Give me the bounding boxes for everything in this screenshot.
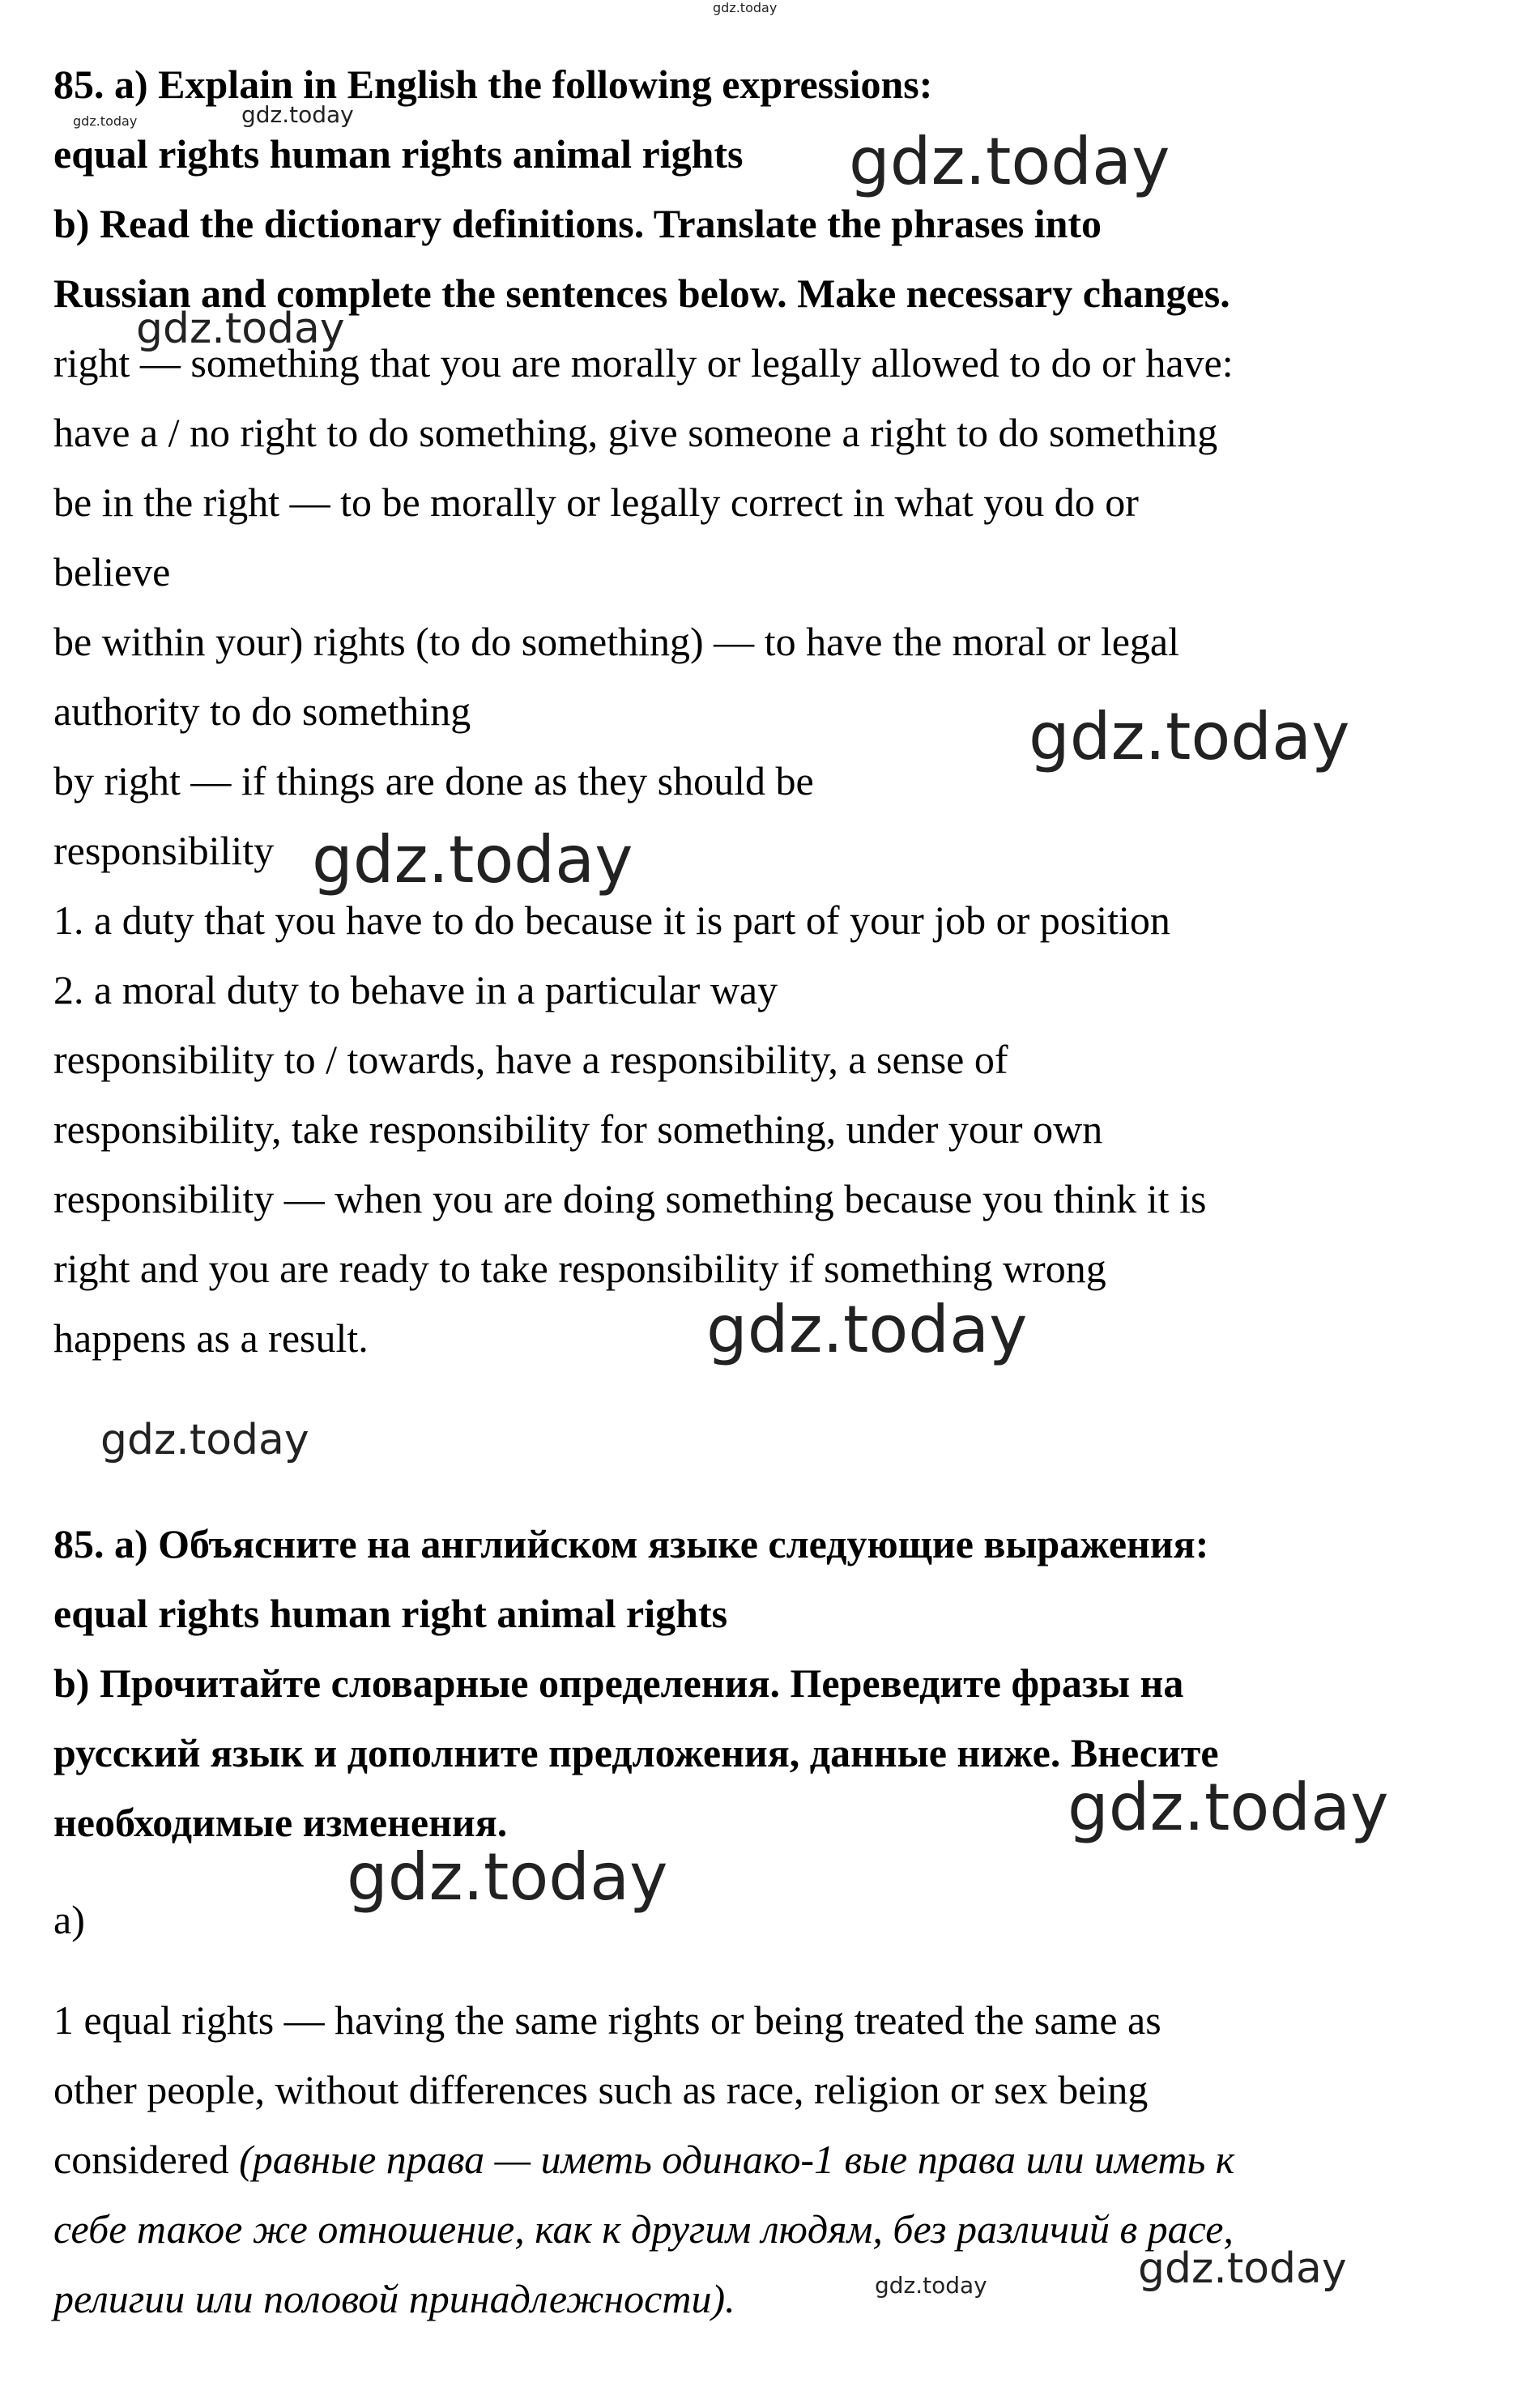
watermark-small-2: gdz.today <box>241 101 354 128</box>
answer-line: other people, without differences such as race, religion or sex being <box>53 2067 1149 2112</box>
watermark-mid-3: gdz.today <box>1138 2244 1347 2293</box>
definition-line: responsibility — when you are doing something because you think it is <box>53 1176 1207 1221</box>
translation-text: (равные права — иметь одинако-1 вые права или иметь к <box>239 2137 1235 2182</box>
watermark-top: gdz.today <box>713 0 778 15</box>
watermark-small-3: gdz.today <box>875 2272 987 2299</box>
watermark-small-1: gdz.today <box>73 113 138 129</box>
answer-label: a) <box>53 1897 85 1942</box>
russian-heading-b-line: русский язык и дополните предложения, данные ниже. Внесите <box>53 1730 1219 1775</box>
watermark-big-4: gdz.today <box>706 1292 1028 1367</box>
definition-line: happens as a result. <box>53 1315 369 1361</box>
watermark-big-6: gdz.today <box>347 1839 668 1915</box>
english-expressions: equal rights human rights animal rights <box>53 131 744 177</box>
answer-text-plain: considered <box>53 2137 240 2182</box>
watermark-mid-1: gdz.today <box>136 305 345 353</box>
definition-line: have a / no right to do something, give someone a right to do something <box>53 410 1218 455</box>
definition-line: authority to do something <box>53 688 471 734</box>
definition-line: right and you are ready to take responsibility if something wrong <box>53 1246 1106 1291</box>
english-heading-b-line-2: Russian and complete the sentences below. Make necessary changes. <box>53 271 1230 316</box>
definition-line: be within your) rights (to do something) — to have the moral or legal <box>53 619 1179 664</box>
answer-line-mixed <box>53 2135 1234 2184</box>
russian-heading-b-line: b) Прочитайте словарные определения. Переведите фразы на <box>53 1660 1184 1706</box>
russian-expressions: equal rights human right animal rights <box>53 1591 728 1636</box>
definition-line: by right — if things are done as they should be <box>53 758 814 803</box>
watermark-big-1: gdz.today <box>849 124 1170 199</box>
definition-line: be in the right — to be morally or legally correct in what you do or <box>53 479 1139 525</box>
definition-line: believe <box>53 549 171 595</box>
translation-line: религии или половой принадлежности). <box>53 2276 735 2321</box>
definition-line: 2. a moral duty to behave in a particular way <box>53 967 778 1012</box>
watermark-big-5: gdz.today <box>1068 1770 1389 1845</box>
russian-heading-a: 85. a) Объясните на английском языке следующие выражения: <box>53 1521 1209 1566</box>
definition-line: right — something that you are morally or legally allowed to do or have: <box>53 340 1234 386</box>
english-heading-b-line-1: b) Read the dictionary definitions. Translate the phrases into <box>53 201 1102 246</box>
watermark-mid-2: gdz.today <box>100 1416 309 1464</box>
definition-line: responsibility to / towards, have a responsibility, a sense of <box>53 1037 1008 1082</box>
watermark-big-3: gdz.today <box>312 822 633 897</box>
translation-line: себе такое же отношение, как к другим людям, без различий в расе, <box>53 2206 1234 2252</box>
definition-line: responsibility <box>53 828 275 873</box>
russian-heading-b-line: необходимые изменения. <box>53 1800 508 1845</box>
watermark-big-2: gdz.today <box>1029 699 1350 774</box>
definition-line: responsibility, take responsibility for something, under your own <box>53 1106 1103 1152</box>
answer-line: 1 equal rights — having the same rights or being treated the same as <box>53 1997 1161 2043</box>
english-heading-a: 85. a) Explain in English the following expressions: <box>53 62 933 107</box>
definition-line: 1. a duty that you have to do because it is part of your job or position <box>53 897 1170 943</box>
